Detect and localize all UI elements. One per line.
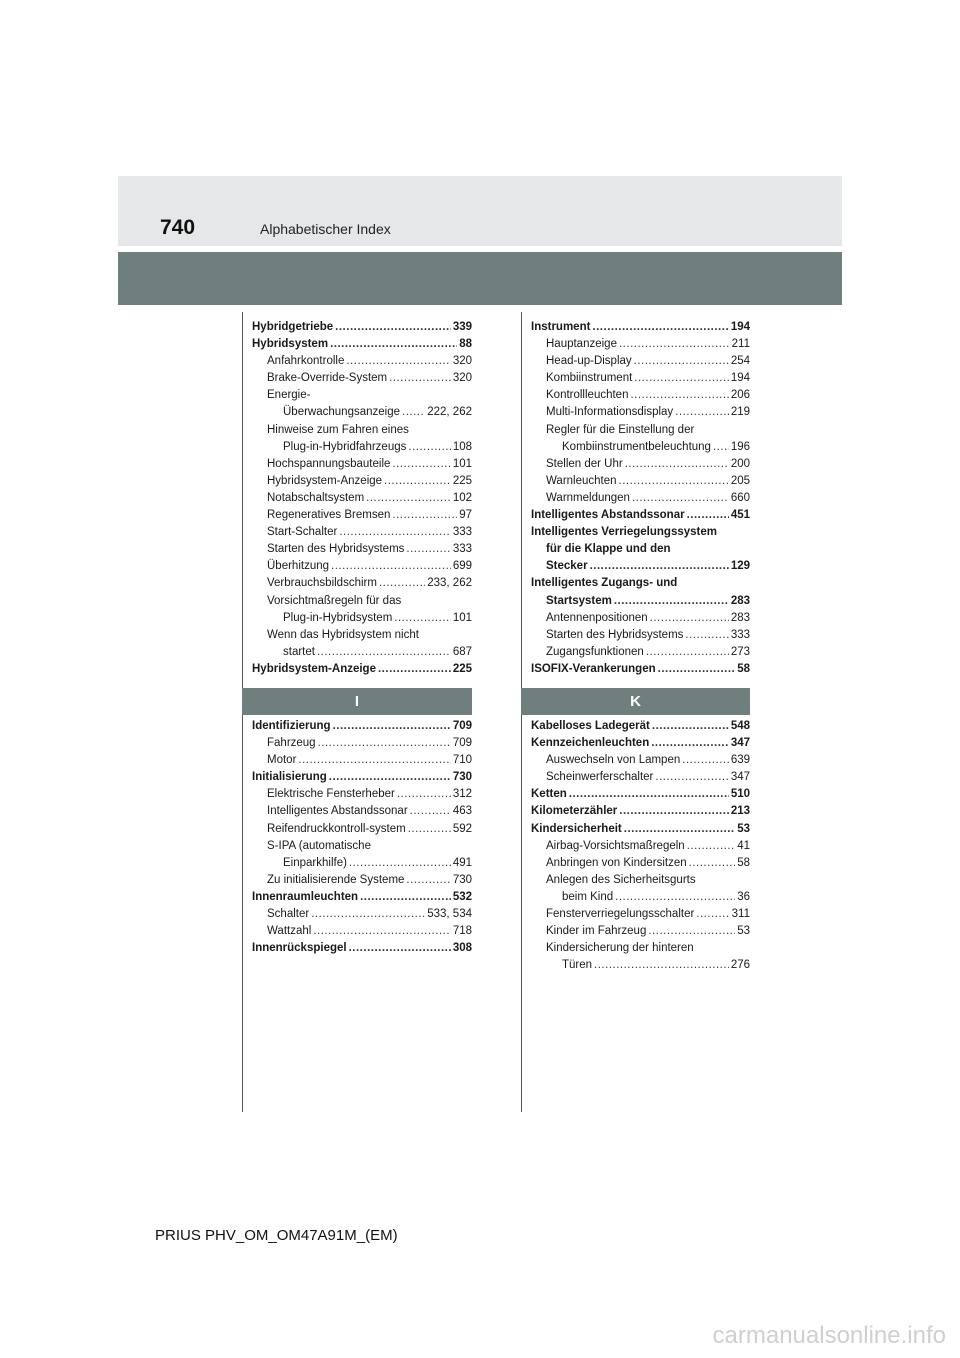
index-term: Airbag-Vorsichtsmaßregeln xyxy=(546,839,685,852)
index-entry xyxy=(531,387,750,404)
page-reference: 592 xyxy=(452,822,472,835)
dot-leader xyxy=(696,906,729,923)
page-reference: 194 xyxy=(730,321,750,333)
dot-leader xyxy=(410,803,451,820)
index-column-right-top xyxy=(531,319,750,678)
index-entry xyxy=(252,319,472,336)
index-term: für die Klappe und den xyxy=(546,543,671,556)
page-reference: 639 xyxy=(730,754,750,767)
index-term: Auswechseln von Lampen xyxy=(546,754,681,767)
page-reference: 58 xyxy=(737,856,750,869)
index-entry xyxy=(531,575,750,592)
index-entry xyxy=(252,490,472,507)
index-term: Kombiinstrument xyxy=(546,372,633,385)
dot-leader xyxy=(630,387,728,404)
page-reference: 36 xyxy=(737,890,750,903)
dot-leader xyxy=(339,524,451,541)
index-entry xyxy=(252,940,472,957)
dot-leader xyxy=(402,404,425,421)
index-term: Starten des Hybridsystems xyxy=(267,543,405,556)
index-term: Hybridgetriebe xyxy=(252,321,334,333)
index-entry xyxy=(252,541,472,558)
index-term: Intelligentes Zugangs- und xyxy=(531,577,678,590)
dot-leader xyxy=(330,336,457,353)
index-term: Hauptanzeige xyxy=(546,338,617,351)
index-term: Brake-Override-System xyxy=(267,372,388,385)
index-entry xyxy=(531,821,750,838)
dot-leader xyxy=(394,610,451,627)
index-term: Kindersicherheit xyxy=(531,822,622,835)
index-entry xyxy=(531,855,750,872)
page-reference: 53 xyxy=(737,925,750,938)
dot-leader xyxy=(318,735,451,752)
index-term: Warnleuchten xyxy=(546,474,617,487)
dot-leader xyxy=(652,718,729,735)
page-reference: 58 xyxy=(737,662,750,675)
watermark: carmanualsonline.info xyxy=(712,1322,946,1349)
index-term: Plug-in-Hybridsystem xyxy=(283,611,393,624)
page-reference: 347 xyxy=(730,737,750,750)
index-entry xyxy=(252,769,472,786)
index-term: S-IPA (automatische xyxy=(267,839,371,852)
dot-leader xyxy=(346,353,450,370)
index-term: Scheinwerferschalter xyxy=(546,771,654,784)
page-reference: 283 xyxy=(730,594,750,607)
index-term: Kontrollleuchten xyxy=(546,389,629,402)
index-term: Hybridsystem-Anzeige xyxy=(252,662,376,675)
index-term: Kindersicherung der hinteren xyxy=(546,942,694,955)
index-term: Ketten xyxy=(531,788,567,801)
dot-leader xyxy=(648,923,735,940)
index-entry xyxy=(252,803,472,820)
index-term: Identifizierung xyxy=(252,720,331,732)
dot-leader xyxy=(313,923,451,940)
index-entry xyxy=(531,541,750,558)
index-entry xyxy=(252,855,472,872)
page-reference: 213 xyxy=(730,805,750,818)
page-reference: 101 xyxy=(452,611,472,624)
page-reference: 194 xyxy=(730,372,750,385)
page-reference: 320 xyxy=(452,355,472,368)
page-reference: 339 xyxy=(452,321,472,333)
page-reference: 308 xyxy=(452,942,472,955)
index-term: Reifendruckkontroll-system xyxy=(267,822,406,835)
page-reference: 333 xyxy=(730,628,750,641)
dot-leader xyxy=(619,336,730,353)
index-entry xyxy=(252,422,472,439)
index-entry xyxy=(252,404,472,421)
dot-leader xyxy=(335,319,451,336)
index-term: Multi-Informationsdisplay xyxy=(546,406,674,419)
index-entry xyxy=(531,490,750,507)
page-reference: 710 xyxy=(452,754,472,767)
index-entry xyxy=(531,735,750,752)
index-term: Überwachungsanzeige xyxy=(283,406,400,419)
dot-leader xyxy=(333,718,451,735)
page-reference: 730 xyxy=(452,873,472,886)
index-term: Anbringen von Kindersitzen xyxy=(546,856,687,869)
index-term: Zu initialisierende Systeme xyxy=(267,873,405,886)
index-term: beim Kind xyxy=(562,890,614,903)
dot-leader xyxy=(392,507,457,524)
index-term: Elektrische Fensterheber xyxy=(267,788,395,801)
index-entry xyxy=(252,610,472,627)
index-term: startet xyxy=(283,645,315,658)
index-entry xyxy=(531,644,750,661)
document-id: PRIUS PHV_OM_OM47A91M_(EM) xyxy=(155,1227,398,1244)
dot-leader xyxy=(685,627,728,644)
dot-leader xyxy=(624,821,735,838)
dot-leader xyxy=(384,473,451,490)
index-term: Hybridsystem xyxy=(252,338,329,351)
index-entry xyxy=(531,872,750,889)
index-entry xyxy=(531,370,750,387)
dot-leader xyxy=(658,661,736,678)
index-entry xyxy=(531,786,750,803)
index-term: Einparkhilfe) xyxy=(283,856,347,869)
dot-leader xyxy=(406,541,450,558)
index-term: Startsystem xyxy=(546,594,612,607)
letter-heading-i: I xyxy=(242,688,472,715)
index-entry xyxy=(531,923,750,940)
page-reference: 463 xyxy=(452,805,472,818)
index-term: Intelligentes Abstandssonar xyxy=(267,805,408,818)
index-entry xyxy=(531,610,750,627)
index-term: Antennenpositionen xyxy=(546,611,648,624)
page-reference: 699 xyxy=(452,560,472,573)
dot-leader xyxy=(615,889,735,906)
index-term: Innenrückspiegel xyxy=(252,942,347,955)
index-term: Hochspannungsbauteile xyxy=(267,457,391,470)
index-entry xyxy=(531,319,750,336)
index-entry xyxy=(252,786,472,803)
index-entry xyxy=(531,524,750,541)
index-column-right-bottom xyxy=(531,718,750,974)
index-entry xyxy=(252,439,472,456)
index-entry xyxy=(252,889,472,906)
index-term: Anlegen des Sicherheitsgurts xyxy=(546,873,696,886)
index-term: Motor xyxy=(267,754,297,767)
dot-leader xyxy=(687,838,736,855)
index-term: Stellen der Uhr xyxy=(546,457,623,470)
index-entry xyxy=(252,906,472,923)
index-entry xyxy=(252,507,472,524)
page-reference: 225 xyxy=(452,474,472,487)
page-reference: 451 xyxy=(730,509,750,522)
dot-leader xyxy=(619,473,729,490)
page-reference: 200 xyxy=(730,457,750,470)
page-reference: 129 xyxy=(730,560,750,573)
index-entry xyxy=(531,769,750,786)
index-term: Starten des Hybridsystems xyxy=(546,628,684,641)
index-term: Notabschaltsystem xyxy=(267,491,365,504)
index-entry xyxy=(252,838,472,855)
index-entry xyxy=(531,838,750,855)
header-title-bar xyxy=(118,252,842,305)
dot-leader xyxy=(592,319,728,336)
page-reference: 102 xyxy=(452,491,472,504)
index-entry xyxy=(252,524,472,541)
index-entry xyxy=(531,718,750,735)
index-entry xyxy=(252,923,472,940)
index-entry xyxy=(531,906,750,923)
dot-leader xyxy=(379,575,425,592)
index-term: Start-Schalter xyxy=(267,526,338,539)
index-entry xyxy=(252,336,472,353)
page-reference: 510 xyxy=(730,788,750,801)
page-reference: 347 xyxy=(730,771,750,784)
dot-leader xyxy=(713,439,729,456)
index-term: Kennzeichenleuchten xyxy=(531,737,650,750)
index-term: Zugangsfunktionen xyxy=(546,645,644,658)
page-reference: 233, 262 xyxy=(427,577,472,590)
index-term: Hinweise zum Fahren eines xyxy=(267,423,409,436)
page-reference: 312 xyxy=(452,788,472,801)
page-reference: 730 xyxy=(452,771,472,784)
dot-leader xyxy=(317,644,451,661)
dot-leader xyxy=(590,558,729,575)
dot-leader xyxy=(331,558,451,575)
index-term: Vorsichtmaßregeln für das xyxy=(267,594,402,607)
index-term: Fahrzeug xyxy=(267,737,316,750)
page-reference: 687 xyxy=(452,645,472,658)
page-reference: 660 xyxy=(730,491,750,504)
page-reference: 718 xyxy=(452,925,472,938)
index-entry xyxy=(252,718,472,735)
page-reference: 333 xyxy=(452,526,472,539)
index-entry xyxy=(531,889,750,906)
dot-leader xyxy=(360,889,451,906)
index-column-left-bottom xyxy=(252,718,472,957)
index-entry xyxy=(252,575,472,592)
dot-leader xyxy=(634,353,729,370)
page-reference: 53 xyxy=(737,822,750,835)
dot-leader xyxy=(311,906,425,923)
page-reference: 333 xyxy=(452,543,472,556)
page-reference: 108 xyxy=(452,440,472,453)
header-band xyxy=(118,176,842,246)
index-term: Intelligentes Verriegelungssystem xyxy=(531,526,717,539)
index-term: Kilometerzähler xyxy=(531,805,618,818)
index-entry xyxy=(531,507,750,524)
index-entry xyxy=(531,593,750,610)
index-term: Kinder im Fahrzeug xyxy=(546,925,647,938)
index-term: Instrument xyxy=(531,321,591,333)
index-term: Fensterverriegelungsschalter xyxy=(546,908,695,921)
index-entry xyxy=(531,627,750,644)
index-entry xyxy=(252,735,472,752)
index-term: Warnmeldungen xyxy=(546,491,630,504)
index-entry xyxy=(531,336,750,353)
index-entry xyxy=(531,752,750,769)
index-entry xyxy=(252,872,472,889)
index-term: Wattzahl xyxy=(267,925,312,938)
index-entry xyxy=(531,473,750,490)
index-term: Türen xyxy=(562,959,593,972)
page-reference: 211 xyxy=(731,338,750,351)
page-reference: 491 xyxy=(452,856,472,869)
dot-leader xyxy=(646,644,729,661)
index-term: Innenraumleuchten xyxy=(252,890,359,903)
index-term: Kabelloses Ladegerät xyxy=(531,720,650,732)
index-entry xyxy=(252,661,472,678)
dot-leader xyxy=(632,490,729,507)
index-term: Initialisierung xyxy=(252,771,327,784)
index-entry xyxy=(252,456,472,473)
index-entry xyxy=(531,456,750,473)
dot-leader xyxy=(634,370,729,387)
dot-leader xyxy=(675,404,729,421)
dot-leader xyxy=(625,456,729,473)
dot-leader xyxy=(619,803,729,820)
index-entry xyxy=(531,957,750,974)
dot-leader xyxy=(408,439,450,456)
page-reference: 283 xyxy=(730,611,750,624)
index-term: Plug-in-Hybridfahrzeugs xyxy=(283,440,407,453)
dot-leader xyxy=(298,752,450,769)
dot-leader xyxy=(349,855,451,872)
index-term: Hybridsystem-Anzeige xyxy=(267,474,383,487)
dot-leader xyxy=(408,821,451,838)
dot-leader xyxy=(682,752,729,769)
dot-leader xyxy=(594,957,729,974)
dot-leader xyxy=(392,456,450,473)
page-reference: 273 xyxy=(730,645,750,658)
index-entry xyxy=(252,370,472,387)
dot-leader xyxy=(655,769,728,786)
index-entry xyxy=(252,627,472,644)
section-title: Alphabetischer Index xyxy=(260,221,391,237)
page-reference: 205 xyxy=(730,474,750,487)
index-term: Energie- xyxy=(267,389,311,402)
index-entry xyxy=(252,644,472,661)
index-entry xyxy=(531,439,750,456)
dot-leader xyxy=(397,786,451,803)
dot-leader xyxy=(687,507,729,524)
index-entry xyxy=(252,558,472,575)
dot-leader xyxy=(349,940,451,957)
index-entry xyxy=(252,821,472,838)
index-term: Regler für die Einstellung der xyxy=(546,423,695,436)
page-reference: 206 xyxy=(730,389,750,402)
page-reference: 219 xyxy=(730,406,750,419)
page-reference: 320 xyxy=(452,372,472,385)
page-reference: 254 xyxy=(730,355,750,368)
index-term: Wenn das Hybridsystem nicht xyxy=(267,628,419,641)
page-reference: 709 xyxy=(452,737,472,750)
page-reference: 225 xyxy=(452,662,472,675)
index-entry xyxy=(531,558,750,575)
index-entry xyxy=(252,473,472,490)
dot-leader xyxy=(569,786,729,803)
index-entry xyxy=(252,593,472,610)
dot-leader xyxy=(651,735,729,752)
index-term: Anfahrkontrolle xyxy=(267,355,345,368)
index-term: Kombiinstrumentbeleuchtung xyxy=(562,440,711,453)
index-entry xyxy=(531,404,750,421)
page-reference: 548 xyxy=(730,720,750,732)
dot-leader xyxy=(329,769,451,786)
page-reference: 311 xyxy=(731,908,750,921)
index-entry xyxy=(531,803,750,820)
index-term: Stecker xyxy=(546,560,588,573)
index-term: Überhitzung xyxy=(267,560,330,573)
dot-leader xyxy=(614,593,729,610)
index-term: Head-up-Display xyxy=(546,355,632,368)
index-term: Intelligentes Abstandssonar xyxy=(531,509,685,522)
page-reference: 196 xyxy=(730,440,750,453)
page-reference: 709 xyxy=(452,720,472,732)
dot-leader xyxy=(650,610,729,627)
index-column-left-top xyxy=(252,319,472,678)
index-term: Schalter xyxy=(267,908,310,921)
index-entry xyxy=(531,940,750,957)
index-entry xyxy=(531,422,750,439)
dot-leader xyxy=(389,370,451,387)
index-entry xyxy=(252,353,472,370)
index-entry xyxy=(531,353,750,370)
page-reference: 533, 534 xyxy=(427,908,472,921)
page-reference: 101 xyxy=(452,457,472,470)
page-reference: 97 xyxy=(459,509,472,522)
index-entry xyxy=(531,661,750,678)
dot-leader xyxy=(406,872,450,889)
index-entry xyxy=(252,387,472,404)
page-number: 740 xyxy=(160,216,196,239)
index-term: Verbrauchsbildschirm xyxy=(267,577,377,590)
page-reference: 88 xyxy=(459,338,472,351)
index-entry xyxy=(252,752,472,769)
dot-leader xyxy=(378,661,451,678)
index-term: ISOFIX-Verankerungen xyxy=(531,662,656,675)
page-reference: 41 xyxy=(737,839,750,852)
index-term: Regeneratives Bremsen xyxy=(267,509,391,522)
page-reference: 532 xyxy=(452,890,472,903)
page-reference: 276 xyxy=(730,959,750,972)
dot-leader xyxy=(366,490,451,507)
dot-leader xyxy=(689,855,736,872)
letter-heading-k: K xyxy=(521,688,750,715)
page-reference: 222, 262 xyxy=(427,406,472,419)
